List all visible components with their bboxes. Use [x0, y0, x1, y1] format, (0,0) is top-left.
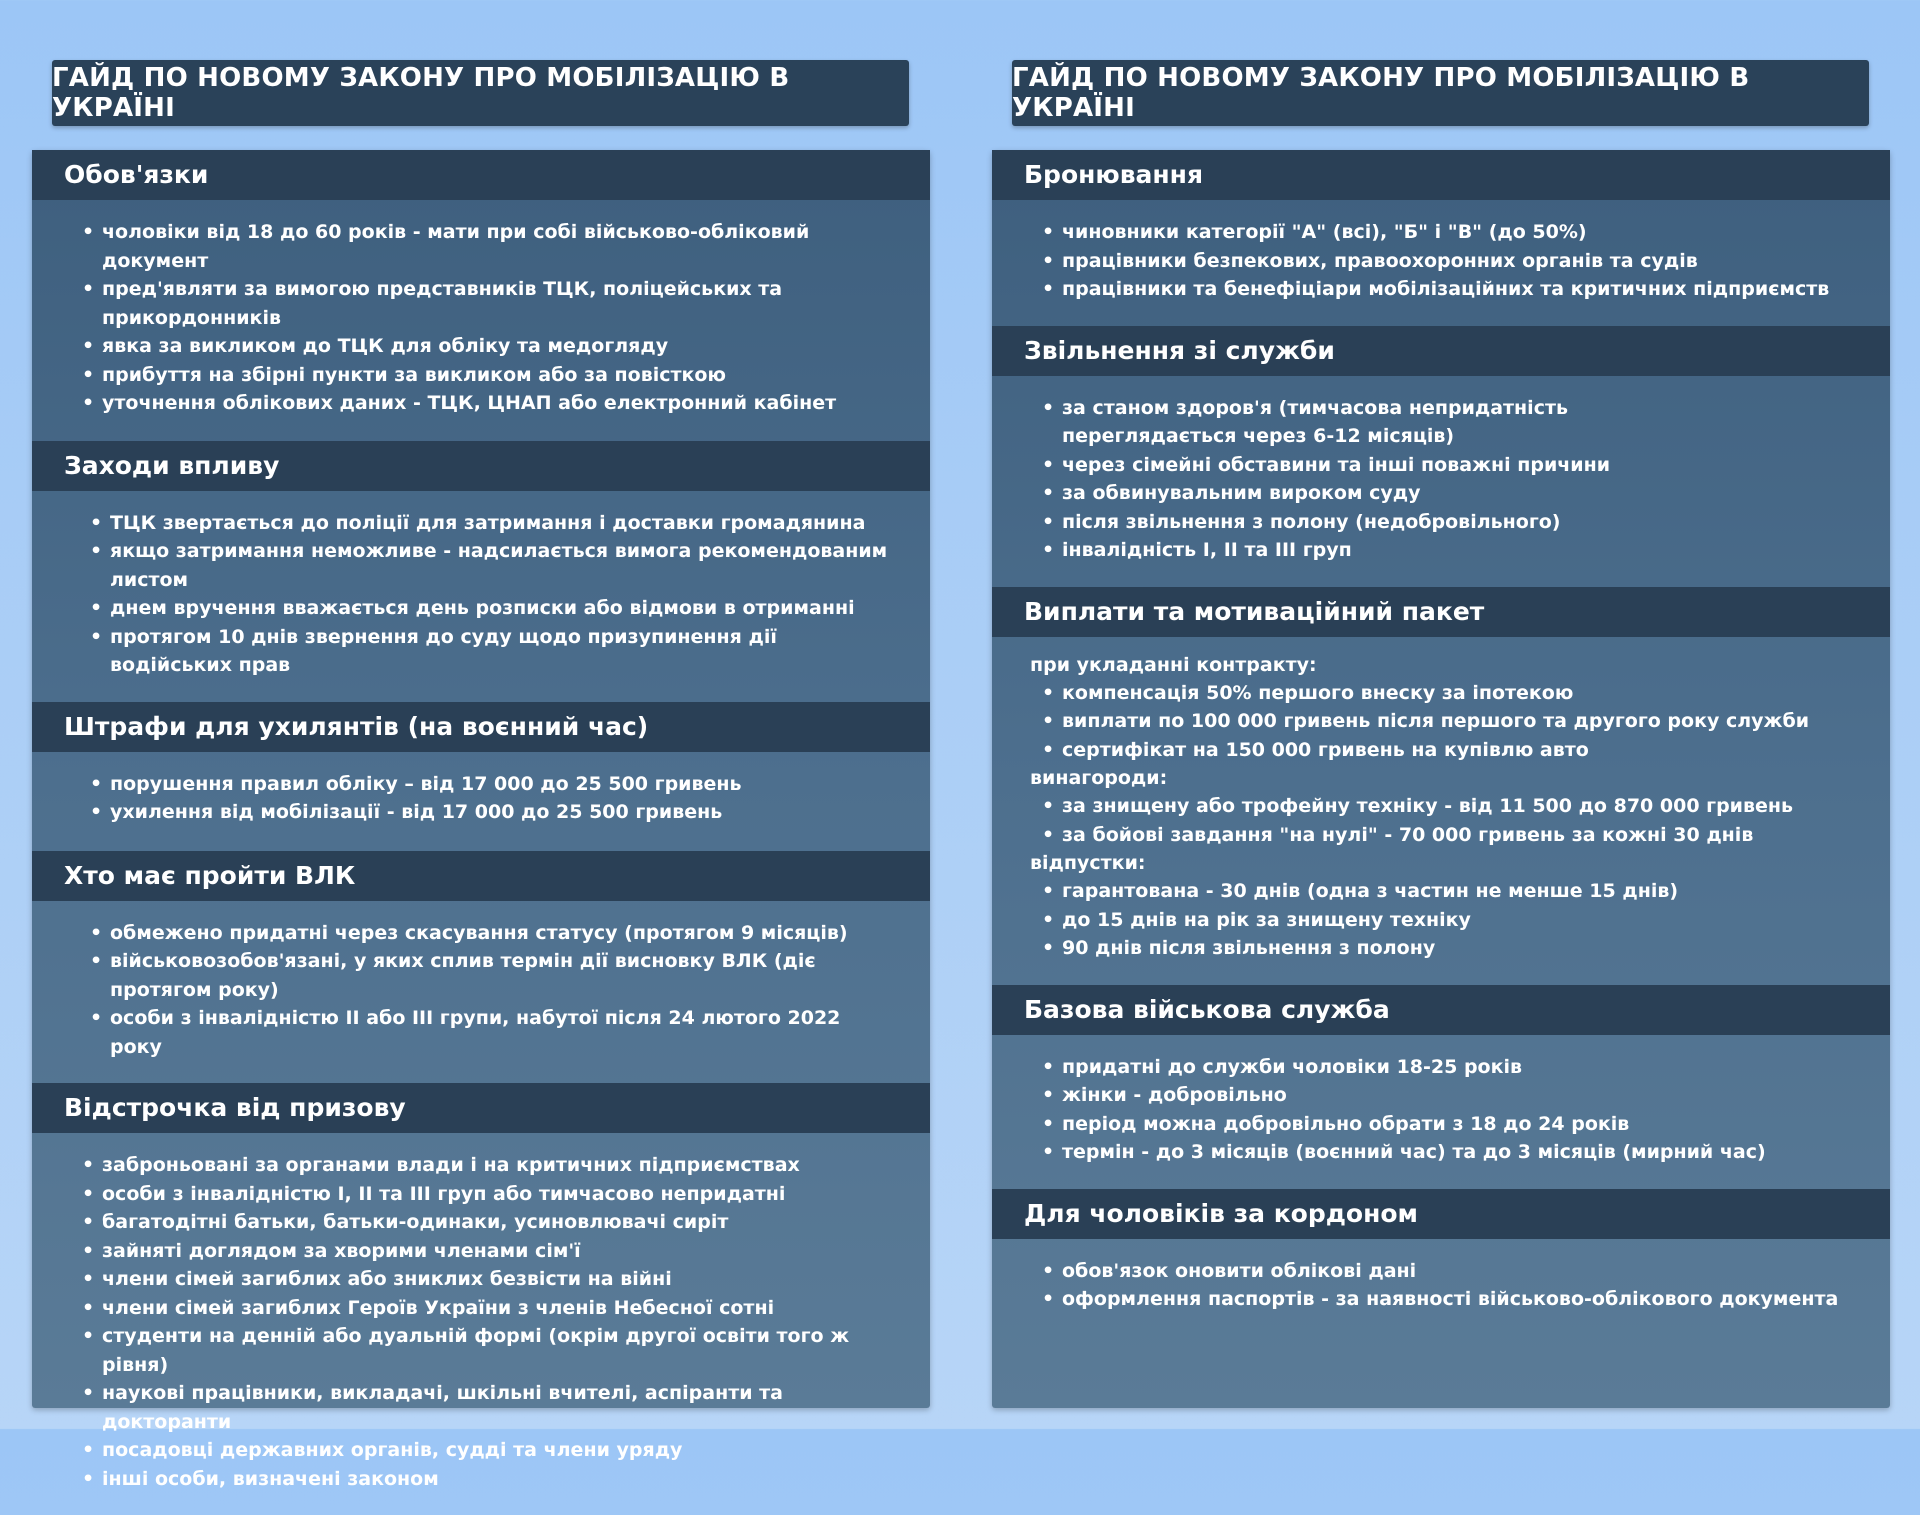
section-discharge: [992, 326, 1890, 587]
section-men-abroad: [992, 1189, 1890, 1336]
bullet-list: [1042, 1053, 1870, 1167]
section-heading: Базова військова служба: [992, 985, 1890, 1035]
right-guide-panel: [992, 150, 1890, 1408]
list-item: • за знищену або трофейну техніку - від 11 500 до 870 000 гривень: [1042, 792, 1870, 821]
list-item: • днем вручення вважається день розписки або відмови в отриманні: [90, 594, 890, 623]
section-heading: Бронювання: [992, 150, 1890, 200]
section-heading: Звільнення зі служби: [992, 326, 1890, 376]
group-label: винагороди:: [1030, 767, 1168, 789]
list-item: • особи з інвалідністю II або III групи, набутої після 24 лютого 2022 року: [90, 1004, 890, 1061]
bullet-list: [1042, 394, 1720, 565]
section-basic-service: [992, 985, 1890, 1189]
list-item: • військовозобов'язані, у яких сплив термін дії висновку ВЛК (діє протягом року): [90, 947, 890, 1004]
list-item: • багатодітні батьки, батьки-одинаки, усиновлювачі сиріт: [82, 1208, 910, 1237]
list-item: • компенсація 50% першого внеску за іпотекою: [1042, 679, 1870, 708]
list-item: • за обвинувальним вироком суду: [1042, 479, 1720, 508]
list-item: • обмежено придатні через скасування статусу (протягом 9 місяців): [90, 919, 890, 948]
list-item: • ТЦК звертається до поліції для затримання і доставки громадянина: [90, 509, 890, 538]
list-item: • протягом 10 днів звернення до суду щодо призупинення дії водійських прав: [90, 623, 890, 680]
list-item: • чоловіки від 18 до 60 років - мати при собі військово-обліковий документ: [82, 218, 910, 275]
list-item: • за бойові завдання "на нулі" - 70 000 гривень за кожні 30 днів: [1042, 821, 1870, 850]
right-guide-title: ГАЙД ПО НОВОМУ ЗАКОНУ ПРО МОБІЛІЗАЦІЮ В УКРАЇНІ: [1012, 60, 1869, 126]
list-item: • 90 днів після звільнення з полону: [1042, 934, 1870, 963]
list-item: • оформлення паспортів - за наявності військово-облікового документа: [1042, 1285, 1870, 1314]
list-item: • особи з інвалідністю I, II та III груп або тимчасово непридатні: [82, 1180, 910, 1209]
section-medical-commission: [32, 851, 930, 1084]
list-item: • гарантована - 30 днів (одна з частин не менше 15 днів): [1042, 877, 1870, 906]
section-reservation: [992, 150, 1890, 326]
left-guide-panel: [32, 150, 930, 1490]
list-item: • термін - до 3 місяців (воєнний час) та до 3 місяців (мирний час): [1042, 1138, 1870, 1167]
bullet-list: [82, 218, 910, 418]
list-item: • придатні до служби чоловіки 18-25 років: [1042, 1053, 1870, 1082]
list-item: • зайняті доглядом за хворими членами сім'ї: [82, 1237, 910, 1266]
list-item: • заброньовані за органами влади і на критичних підприємствах: [82, 1151, 910, 1180]
list-item: • члени сімей загиблих Героїв України з членів Небесної сотні: [82, 1294, 910, 1323]
list-item: • прибуття на збірні пункти за викликом або за повісткою: [82, 361, 910, 390]
list-item: • обов'язок оновити облікові дані: [1042, 1257, 1870, 1286]
bullet-list: [1042, 792, 1870, 849]
bullet-list: [90, 509, 890, 680]
bullet-list: [90, 919, 890, 1062]
section-heading: Відстрочка від призову: [32, 1083, 930, 1133]
list-item: • уточнення облікових даних - ТЦК, ЦНАП або електронний кабінет: [82, 389, 910, 418]
bullet-list: [1042, 1257, 1870, 1314]
list-item: • порушення правил обліку – від 17 000 до 25 500 гривень: [90, 770, 910, 799]
section-fines: [32, 702, 930, 851]
list-item: • якщо затримання неможливе - надсилається вимога рекомендованим листом: [90, 537, 890, 594]
list-item: • члени сімей загиблих або зниклих безвісти на війні: [82, 1265, 910, 1294]
list-item: • жінки - добровільно: [1042, 1081, 1870, 1110]
list-item: • працівники та бенефіціари мобілізаційних та критичних підприємств: [1042, 275, 1870, 304]
list-item: • за станом здоров'я (тимчасова непридатність переглядається через 6-12 місяців): [1042, 394, 1720, 451]
list-item: • посадовці державних органів, судді та члени уряду: [82, 1436, 910, 1465]
section-obligations: [32, 150, 930, 441]
group-label: при укладанні контракту:: [1030, 653, 1317, 676]
section-heading: Штрафи для ухилянтів (на воєнний час): [32, 702, 930, 752]
section-deferment: [32, 1083, 930, 1515]
section-payments: [992, 587, 1890, 985]
list-item: • через сімейні обставини та інші поважні причини: [1042, 451, 1720, 480]
section-heading: Обов'язки: [32, 150, 930, 200]
section-heading: Заходи впливу: [32, 441, 930, 491]
list-item: • інвалідність I, II та III груп: [1042, 536, 1720, 565]
list-item: • після звільнення з полону (недобровільного): [1042, 508, 1720, 537]
list-item: • працівники безпекових, правоохоронних органів та судів: [1042, 247, 1870, 276]
bullet-list: [1042, 877, 1870, 963]
list-item: • пред'являти за вимогою представників ТЦК, поліцейських та прикордонників: [82, 275, 910, 332]
list-item: • період можна добровільно обрати з 18 до 24 років: [1042, 1110, 1870, 1139]
left-guide-title: ГАЙД ПО НОВОМУ ЗАКОНУ ПРО МОБІЛІЗАЦІЮ В УКРАЇНІ: [52, 60, 909, 126]
list-item: • наукові працівники, викладачі, шкільні вчителі, аспіранти та докторанти: [82, 1379, 910, 1436]
section-enforcement-measures: [32, 441, 930, 702]
list-item: • до 15 днів на рік за знищену техніку: [1042, 906, 1870, 935]
section-heading: Хто має пройти ВЛК: [32, 851, 930, 901]
list-item: • студенти на денній або дуальній формі (окрім другої освіти того ж рівня): [82, 1322, 910, 1379]
list-item: • сертифікат на 150 000 гривень на купівлю авто: [1042, 736, 1870, 765]
list-item: • виплати по 100 000 гривень після першого та другого року служби: [1042, 707, 1870, 736]
list-item: • явка за викликом до ТЦК для обліку та медогляду: [82, 332, 910, 361]
list-item: • інші особи, визначені законом: [82, 1465, 910, 1494]
list-item: • чиновники категорії "А" (всі), "Б" і "В" (до 50%): [1042, 218, 1870, 247]
section-heading: Для чоловіків за кордоном: [992, 1189, 1890, 1239]
list-item: • ухилення від мобілізації - від 17 000 до 25 500 гривень: [90, 798, 910, 827]
bullet-list: [1042, 218, 1870, 304]
bullet-list: [90, 770, 910, 827]
bullet-list: [1042, 679, 1870, 765]
group-label: відпустки:: [1030, 852, 1146, 874]
bullet-list: [82, 1151, 910, 1493]
section-heading: Виплати та мотиваційний пакет: [992, 587, 1890, 637]
